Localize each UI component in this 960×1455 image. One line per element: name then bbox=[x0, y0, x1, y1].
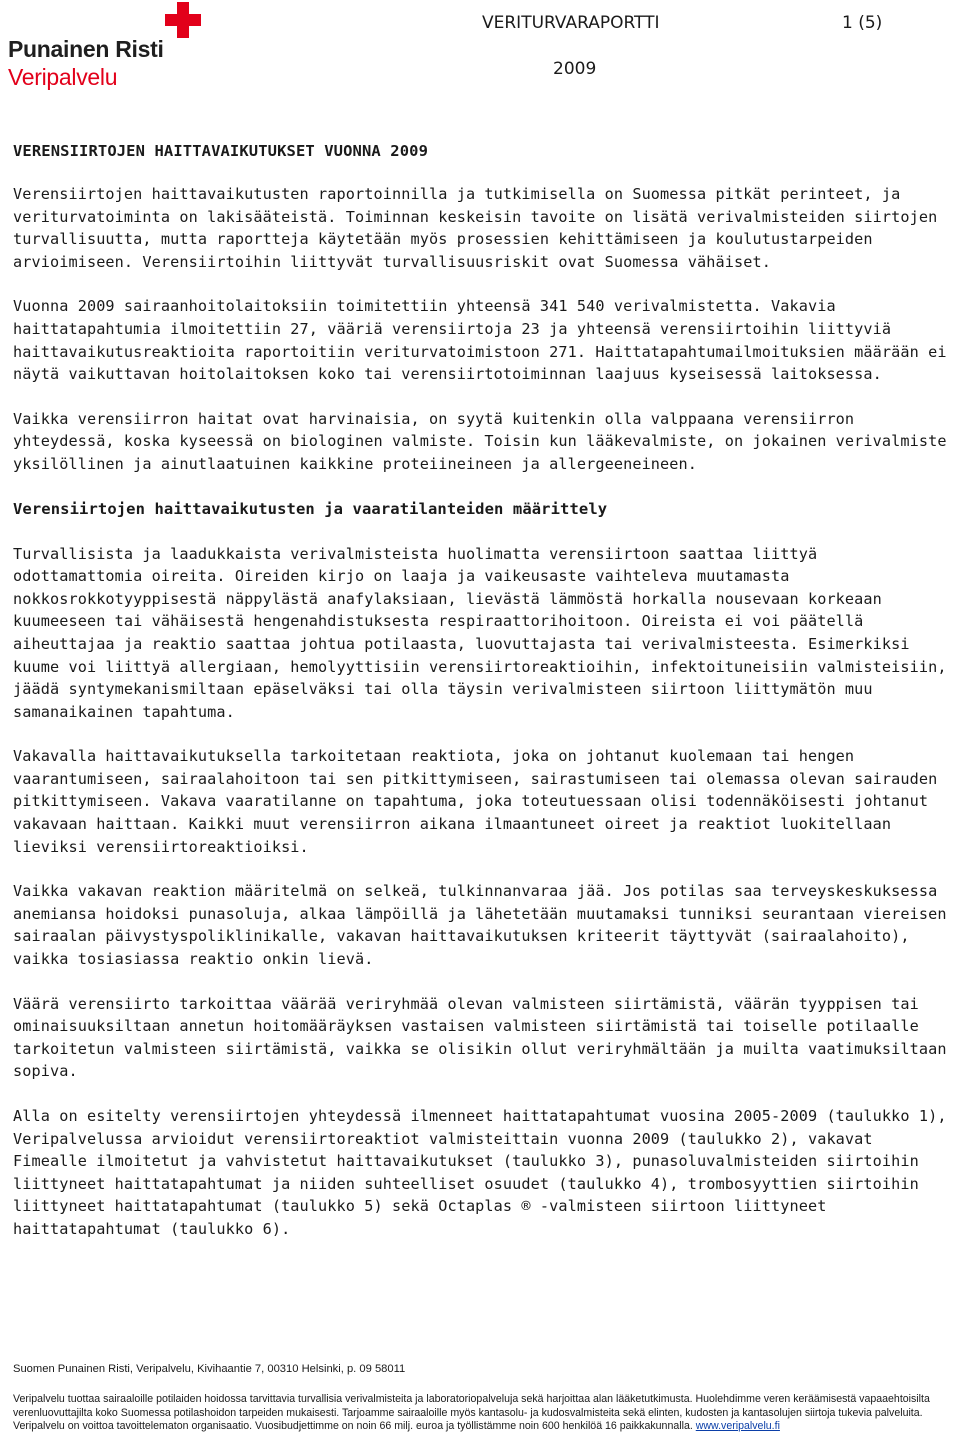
red-cross-icon bbox=[165, 2, 201, 38]
paragraph-serious-reaction: Vakavalla haittavaikutuksella tarkoitetaan reaktiota, joka on johtanut kuolemaan tai hengen vaarantumiseen, sairaalahoitoon tai sen pitkittymiseen, sairastumiseen tai olemassa olevan sairauden pitkittymiseen. Vakava vaaratilanne on tapahtuma, joka toteutuessaan olisi todennäköisesti johtanut vakavaan haittaan. Kaikki muut verensiirron aikana ilmaantuneet oireet ja reaktiot luokitellaan lieviksi verensiirtoreaktioiksi. bbox=[13, 747, 938, 856]
website-link[interactable]: www.veripalvelu.fi bbox=[695, 1420, 780, 1432]
main-heading: VERENSIIRTOJEN HAITTAVAIKUTUKSET VUONNA 2009 bbox=[13, 142, 428, 160]
paragraph-interpretation: Vaikka vakavan reaktion määritelmä on selkeä, tulkinnanvaraa jää. Jos potilas saa terveyskeskuksessa anemiansa hoidoksi punasoluja, alkaa lämpöillä ja lähetetään muutamaksi tunniksi seurantaan viereisen sairaalan päivystyspoliklinikalle, vakavan haittavaikutuksen kriteerit täyttyvät (sairaalahoito), vaikka tosiasiassa reaktio onkin lievä. bbox=[13, 882, 947, 969]
report-year: 2009 bbox=[553, 59, 597, 79]
logo-text-veripalvelu: Veripalvelu bbox=[8, 64, 118, 90]
paragraph-tables-overview: Alla on esitelty verensiirtojen yhteydessä ilmenneet haittatapahtumat vuosina 2005-2009 (taulukko 1), Veripalvelussa arvioidut verensiirtoreaktiot valmisteittain vuonna 2009 (taulukko 2), vakavat Fimealle ilmoitetut ja vahvistetut haittavaikutukset (taulukko 3), punasoluvalmisteiden siirtoihin liittyneet haittatapahtumat ja niiden suhteelliset osuudet (taulukko 4), trombosyyttien siirtoihin liittyneet haittatapahtumat (taulukko 5) sekä Octaplas ® -valmisteen siirtoon liittyneet haittatapahtumat (taulukko 6). bbox=[13, 1107, 947, 1238]
report-title: VERITURVARAPORTTI bbox=[482, 13, 660, 33]
paragraph-symptoms: Turvallisista ja laadukkaista verivalmisteista huolimatta verensiirtoon saattaa liittyä odottamattomia oireita. Oireiden kirjo on laaja ja vaikeusaste vaihteleva muutamasta nokkosrokkotyyppisestä näppylästä anafylaksiaan, lievästä lämmöstä horkalla nousevaan korkeaan kuumeeseen tai vähäisestä hengenahdistuksesta respiraattorihoitoon. Oireista ei voi päätellä aiheuttajaa ja reaktio saattaa johtua potilaasta, luovuttajasta tai verivalmisteesta. Esimerkiksi kuume voi liittyä allergiaan, hemolyyttisiin verensiirtoreaktioihin, infektoituneisiin valmisteisiin, jäädä syntymekanismiltaan epäselväksi tai olla täysin verivalmisteen siirtoon liittymätön muu samanaikainen tapahtuma. bbox=[13, 544, 947, 721]
footer-address: Suomen Punainen Risti, Veripalvelu, Kivihaantie 7, 00310 Helsinki, p. 09 58011 bbox=[13, 1363, 406, 1375]
footer-description bbox=[13, 1393, 953, 1434]
footer-description-text: Veripalvelu tuottaa sairaaloille potilaiden hoidossa tarvittavia turvallisia verivalmisteita ja laboratoriopalveluja sekä harjoittaa alan lääketutkimusta. Huolehdimme veren keräämisestä vapaaehtoisilta verenluovuttajilta koko Suomessa potilashoidon tarpeiden mukaisesti. Tarjoamme sairaaloille myös kantasolu- ja kudosvalmisteita sekä elinten, kudosten ja kantasolujen siirtoja tukevia palveluita. Veripalvelu on voittoa tavoittelematon organisaatio. Vuosibudjettimme on noin 66 milj. euroa ja työllistämme noin 600 henkilöä 16 paikkakunnalla. bbox=[13, 1393, 930, 1432]
document-body bbox=[13, 140, 948, 1263]
footer bbox=[13, 1362, 953, 1434]
paragraph-intro: Verensiirtojen haittavaikutusten raportoinnilla ja tutkimisella on Suomessa pitkät perinteet, ja veriturvatoiminta on lakisääteistä. Toiminnan keskeisin tavoite on lisätä verivalmisteiden siirtojen turvallisuutta, mutta raportteja käytetään myös prosessien kehittämiseen ja koulutustarpeiden arvioimiseen. Verensiirtoihin liittyvät turvallisuusriskit ovat Suomessa vähäiset. bbox=[13, 185, 938, 271]
logo bbox=[8, 2, 208, 92]
section-heading-definitions: Verensiirtojen haittavaikutusten ja vaaratilanteiden määrittely bbox=[13, 499, 608, 518]
paragraph-statistics: Vuonna 2009 sairaanhoitolaitoksiin toimitettiin yhteensä 341 540 verivalmistetta. Vakavia haittatapahtumia ilmoitettiin 27, vääriä verensiirtoja 23 ja yhteensä verensiirtoihin liittyviä haittavaikutusreaktioita raportoitiin veriturvatoimistoon 271. Haittatapahtumailmoituksien määrään ei näytä vaikuttavan hoitolaitoksen koko tai verensiirtotoiminnan laajuus kyseisessä laitoksessa. bbox=[13, 297, 947, 384]
paragraph-wrong-transfusion: Väärä verensiirto tarkoittaa väärää veriryhmää olevan valmisteen siirtämistä, väärän tyyppisen tai ominaisuuksiltaan annetun hoitomääräyksen vastaisen valmisteen siirtämistä tai toiselle potilaalle tarkoitetun valmisteen siirtämistä, vaikka se olisikin ollut veriryhmältään ja muilta vaatimuksiltaan sopiva. bbox=[13, 994, 947, 1081]
paragraph-biological-product: Vaikka verensiirron haitat ovat harvinaisia, on syytä kuitenkin olla valppaana verensiirron yhteydessä, koska kyseessä on biologinen valmiste. Toisin kun lääkevalmiste, on jokainen verivalmiste yksilöllinen ja ainutlaatuinen kaikkine proteiineineen ja allergeeneineen. bbox=[13, 409, 947, 473]
logo-text-punainen-risti: Punainen Risti bbox=[8, 36, 164, 62]
page-number: 1 (5) bbox=[842, 13, 883, 33]
